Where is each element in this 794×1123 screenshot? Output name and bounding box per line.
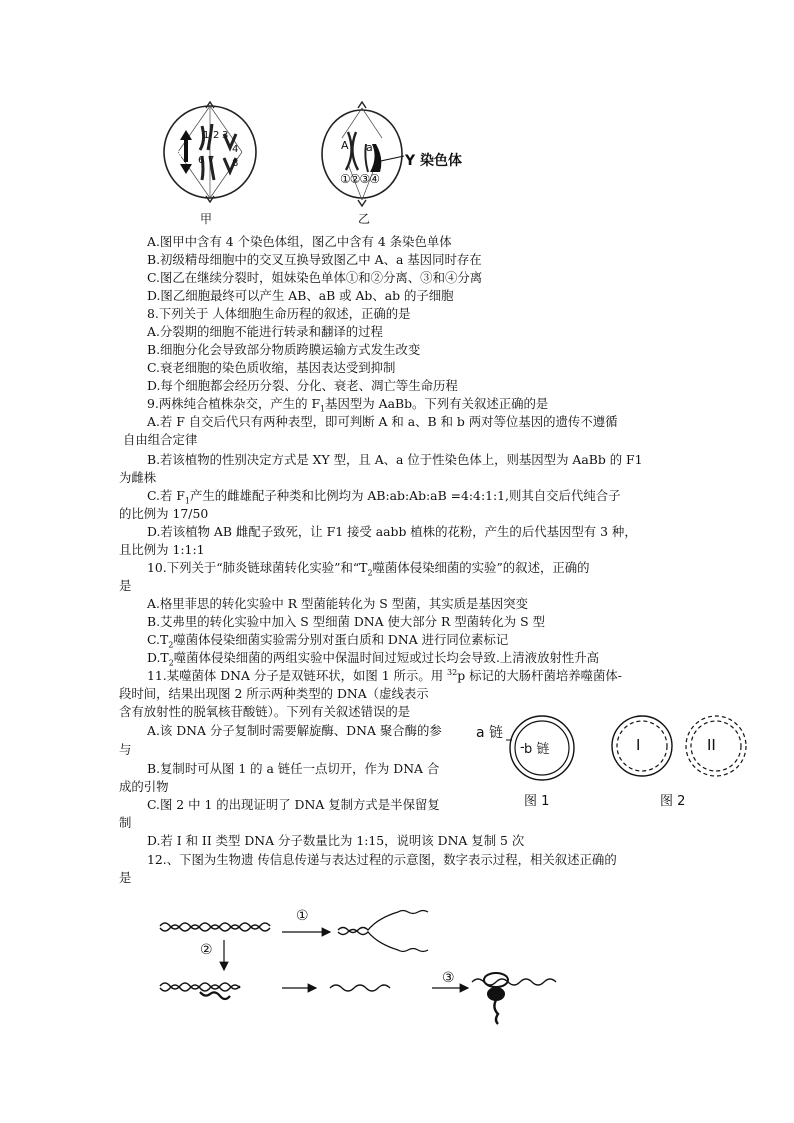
q10-stem-text-b: 噬菌体侵染细菌的实验”的叙述，正确的 [372,560,590,575]
q9-stem-text-b: 基因型为 AaBb。下列有关叙述正确的是 [325,396,549,411]
q8-option-d: D.每个细胞都会经历分裂、分化、衰老、凋亡等生命历程 [147,378,458,393]
chromosome-number-4: 4 [232,144,239,155]
chromosome-number-1: 1 [203,130,210,141]
q10-option-a: A.格里菲思的转化实验中 R 型菌能转化为 S 型菌，其实质是基因突变 [147,596,529,611]
q11-stem-line3: 含有放射性的脱氧核苷酸链）。下列有关叙述错误的是 [119,704,411,719]
chromosome-number-7: 7 [208,155,215,166]
q7-option-b: B.初级精母细胞中的交叉互换导致图乙中 A、a 基因同时存在 [147,252,482,267]
q10-d-sub: 2 [168,658,174,668]
type-2-label: II [707,736,716,754]
q9-option-a-line1: A.若 F 自交后代只有两种表型，即可判断 A 和 a、B 和 b 两对等位基因的遗传不遵循 [147,414,618,429]
q11-option-d: D.若 I 和 II 类型 DNA 分子数量比为 1:15，说明该 DNA 复制 5 次 [147,833,525,848]
q7-option-a: A.图甲中含有 4 个染色体组，图乙中含有 4 条染色单体 [147,234,452,249]
figure-label-yi: 乙 [358,212,371,226]
figure-1-label: 图 1 [524,794,550,809]
q9-stem [147,396,548,412]
q9-c-text-a: C.若 F [147,488,185,503]
q11-option-a-line1: A.该 DNA 分子复制时需要解旋酶、DNA 聚合酶的参 [147,723,442,738]
a-chain-label: a 链 [476,725,504,741]
q8-stem: 8.下列关于 人体细胞生命历程的叙述，正确的是 [147,306,411,321]
q10-stem-line2: 是 [119,578,132,593]
q10-c-text-b: 噬菌体侵染细菌实验需分别对蛋白质和 DNA 进行同位素标记 [173,632,509,647]
q9-option-b-line1: B.若该植物的性别决定方式是 XY 型，且 A、a 位于性染色体上，则基因型为 AaBb 的 F1 [147,452,643,467]
q8-option-a: A.分裂期的细胞不能进行转录和翻译的过程 [147,324,383,339]
process-3-label: ③ [442,970,455,986]
y-chromosome-label: Y 染色体 [405,153,463,169]
type-1-label: I [636,736,641,754]
q10-option-c [147,632,508,648]
q11-stem-text-a: 11.某噬菌体 DNA 分子是双链环状，如图 1 所示。用 [147,668,448,683]
chromatid-markers: ①②③④ [340,172,380,186]
q12-stem-line2: 是 [119,870,132,885]
q11-option-b-line2: 成的引物 [119,779,169,794]
chromosome-number-5: 5 [176,150,183,161]
chromosome-number-6: 6 [198,155,205,166]
q10-stem-text-a: 10.下列关于“肺炎链球菌转化实验”和“T [147,560,368,575]
q9-option-d-line1: D.若该植物 AB 雌配子致死，让 F1 接受 aabb 植株的花粉，产生的后代基因型有 3 种， [147,524,637,539]
q11-stem-text-b: p 标记的大肠杆菌培养噬菌体- [457,668,622,683]
q10-c-sub: 2 [168,640,174,650]
q9-option-b-line2: 为雌株 [119,470,157,485]
q11-option-b-line1: B.复制时可从图 1 的 a 链任一点切开，作为 DNA 合 [147,761,440,776]
q11-option-c-line1: C.图 2 中 1 的出现证明了 DNA 复制方式是半保留复 [147,797,440,812]
q9-option-c-line1 [147,488,621,504]
q10-option-d [147,650,599,666]
q10-d-text-b: 噬菌体侵染细菌的两组实验中保温时间过短或过长均会导致.上清液放射性升高 [173,650,600,665]
y-chromosome-pointer [376,150,406,170]
q12-stem-line1: 12.、下图为生物遗 传信息传递与表达过程的示意图，数字表示过程，相关叙述正确的 [147,852,617,867]
q11-option-a-line2: 与 [119,742,132,757]
q9-option-c-line2: 的比例为 17/50 [119,506,209,521]
q8-option-c: C.衰老细胞的染色质收缩，基因表达受到抑制 [147,360,396,375]
b-chain-label: b 链 [524,742,550,757]
q8-option-b: B.细胞分化会导致部分物质跨膜运输方式发生改变 [147,342,421,357]
dna-type-2 [684,714,748,778]
q9-option-a-line2: 自由组合定律 [123,432,198,447]
b-chain-dash: - [520,740,525,755]
figure-label-jia: 甲 [200,212,213,226]
q9-stem-sub: 1 [320,404,326,414]
q10-stem-line1 [147,560,590,576]
figure-2-label: 图 2 [660,794,686,809]
q11-stem-line1 [147,668,622,684]
q11-stem-sup: 32 [447,667,458,677]
q11-option-c-line2: 制 [119,815,132,830]
gene-a-label: a [366,141,373,154]
q11-stem-line2: 段时间，结果出现图 2 所示两种类型的 DNA（虚线表示 [119,686,429,701]
process-2-label: ② [200,942,213,958]
dna-type-1 [610,714,674,778]
q10-d-text-a: D.T [147,650,169,665]
gene-expression-diagram [150,900,570,1030]
chromosome-number-8: 8 [232,158,239,169]
q10-option-b: B.艾弗里的转化实验中加入 S 型细菌 DNA 使大部分 R 型菌转化为 S 型 [147,614,545,629]
q7-option-c: C.图乙在继续分裂时，姐妹染色单体①和②分离、③和④分离 [147,270,483,285]
chromosome-number-2: 2 [213,130,220,141]
chromosome-number-3: 3 [222,130,229,141]
process-1-label: ① [296,908,309,924]
q7-option-d: D.图乙细胞最终可以产生 AB、aB 或 Ab、ab 的子细胞 [147,288,454,303]
gene-A-label: A [341,139,349,152]
q9-stem-text-a: 9.两株纯合植株杂交，产生的 F [147,396,321,411]
q9-c-text-b: 产生的雌雄配子种类和比例均为 AB:ab:Ab:aB =4:4:1:1,则其自交后代纯合子 [190,488,621,503]
q9-option-d-line2: 且比例为 1:1:1 [119,542,205,557]
q9-c-sub: 1 [184,496,190,506]
q10-c-text-a: C.T [147,632,169,647]
q10-stem-sub: 2 [367,568,373,578]
